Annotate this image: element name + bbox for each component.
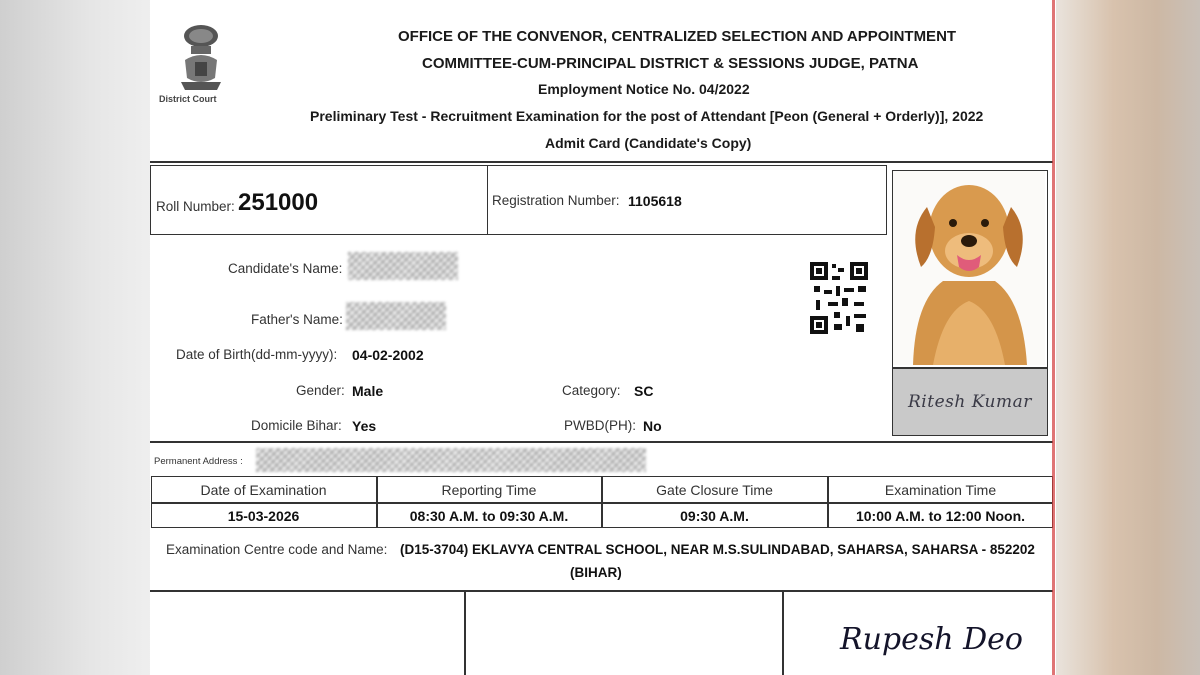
background-right <box>1056 0 1200 675</box>
centre-value-line1: (D15-3704) EKLAVYA CENTRAL SCHOOL, NEAR M.S.SULINDABAD, SAHARSA, SAHARSA - 852202 <box>400 542 1035 557</box>
reg-value: 1105618 <box>628 193 682 209</box>
address-label: Permanent Address : <box>154 456 243 467</box>
schedule-header: Examination Time <box>884 482 997 498</box>
domicile-label: Domicile Bihar: <box>251 418 342 433</box>
category-value: SC <box>634 383 654 399</box>
schedule-header: Reporting Time <box>441 482 537 498</box>
emblem-icon <box>155 20 247 110</box>
schedule-header: Date of Examination <box>200 482 327 498</box>
qr-code <box>810 262 868 334</box>
schedule-value: 09:30 A.M. <box>680 508 749 524</box>
dob-label: Date of Birth(dd-mm-yyyy): <box>176 347 338 362</box>
dob-value: 04-02-2002 <box>352 347 424 363</box>
father-name-label: Father's Name: <box>251 312 343 327</box>
footer-divider <box>150 590 1053 592</box>
centre-label: Examination Centre code and Name: <box>166 542 388 557</box>
schedule-header: Gate Closure Time <box>656 482 773 498</box>
candidate-signature: Ritesh Kumar <box>908 392 1032 412</box>
schedule-value: 15-03-2026 <box>227 508 300 524</box>
exam-title: Preliminary Test - Recruitment Examination for the post of Attendant [Peon (General + Orderly)], 2022 <box>310 108 984 124</box>
candidate-name-label: Candidate's Name: <box>228 261 343 276</box>
reg-label: Registration Number: <box>492 193 620 208</box>
admit-card <box>150 0 1056 675</box>
roll-value: 251000 <box>238 189 319 216</box>
header-line2: COMMITTEE-CUM-PRINCIPAL DISTRICT & SESSIONS JUDGE, PATNA <box>422 55 919 72</box>
logo-text: District Court <box>159 94 217 104</box>
address-redacted <box>256 448 646 472</box>
gender-value: Male <box>352 383 384 399</box>
candidate-name-redacted <box>348 252 458 280</box>
card-type: Admit Card (Candidate's Copy) <box>545 135 752 151</box>
footer-col-divider <box>464 590 466 675</box>
background-left <box>0 0 152 675</box>
photo-frame <box>892 170 1048 368</box>
page-edge <box>1052 0 1055 675</box>
notice-number: Employment Notice No. 04/2022 <box>538 81 750 97</box>
centre-value-line2: (BIHAR) <box>570 565 622 580</box>
gender-label: Gender: <box>296 383 345 398</box>
schedule-value: 08:30 A.M. to 09:30 A.M. <box>409 508 569 524</box>
footer-col-divider <box>782 590 784 675</box>
pwbd-label: PWBD(PH): <box>564 418 636 433</box>
authority-signature: Rupesh Deo <box>840 622 1023 657</box>
roll-label: Roll Number: <box>156 199 235 214</box>
pwbd-value: No <box>643 418 662 434</box>
schedule-value: 10:00 A.M. to 12:00 Noon. <box>855 508 1026 524</box>
father-name-redacted <box>346 302 446 330</box>
address-divider <box>150 441 1053 443</box>
domicile-value: Yes <box>352 418 377 434</box>
category-label: Category: <box>562 383 621 398</box>
header-line1: OFFICE OF THE CONVENOR, CENTRALIZED SELECTION AND APPOINTMENT <box>398 28 957 45</box>
header-divider <box>150 161 1053 163</box>
dog-photo-icon <box>893 171 1045 365</box>
